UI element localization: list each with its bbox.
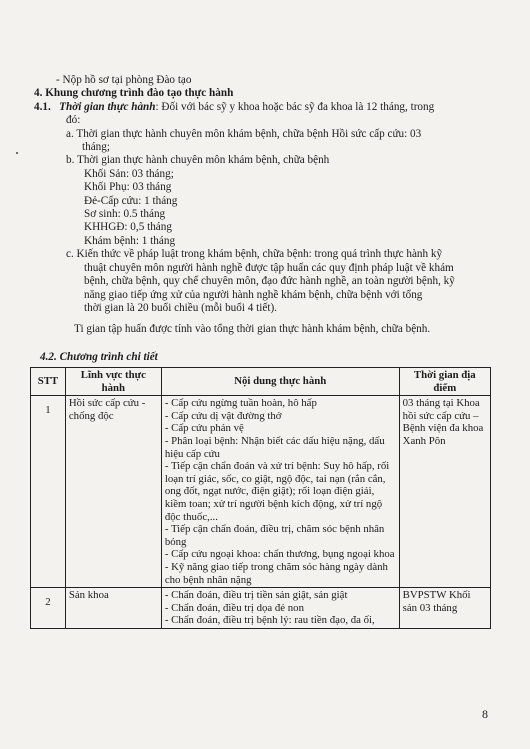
item-a-cont: tháng; (82, 141, 110, 154)
row-2-content-item: - Chẩn đoán, điều trị dọa đẻ non (164, 601, 304, 614)
section-4-1-text: : Đối với bác sỹ y khoa hoặc bác sỹ đa khoa là 12 tháng, trong (155, 100, 435, 113)
item-b-sub-2: Khối Phụ: 03 tháng (84, 181, 172, 194)
row-2-time: BVPSTW Khối sản 03 tháng (399, 588, 490, 629)
section-4-2-title: 4.2. Chương trình chi tiết (40, 350, 158, 363)
scan-speck (16, 152, 18, 154)
item-b: b. Thời gian thực hành chuyên môn khám bệnh, chữa bệnh (66, 154, 330, 167)
section-4-1-line (34, 101, 494, 114)
section-4-1-label: Thời gian thực hành (59, 100, 156, 113)
page-content (34, 74, 494, 364)
intro-bullet: - Nộp hồ sơ tại phòng Đào tạo (56, 74, 192, 86)
item-c-line-2: thuật chuyên môn người hành nghề được tập huấn các quy định pháp luật về khám (84, 261, 454, 274)
section-4-1-text-cont: đó: (66, 114, 81, 127)
row-2-stt: 2 (31, 588, 66, 629)
table-header-row (31, 368, 491, 396)
item-c-line-3: bệnh, chữa bệnh, quy chế chuyên môn, đạo đức hành nghề, an toàn người bệnh, kỹ (84, 275, 455, 288)
row-1-content-item: - Tiếp cận chẩn đoán, điều trị, chăm sóc bệnh nhân bỏng (164, 523, 385, 548)
page-number: 8 (482, 707, 488, 721)
training-note: Ti gian tập huấn được tính vào tổng thời gian thực hành khám bệnh, chữa bệnh. (74, 323, 431, 336)
row-1-time: 03 tháng tại Khoa hồi sức cấp cứu – Bệnh viện đa khoa Xanh Pôn (399, 396, 490, 588)
item-b-sub-6: Khám bệnh: 1 tháng (84, 234, 176, 247)
item-b-sub-4: Sơ sinh: 0.5 tháng (84, 208, 166, 221)
item-c-line-4: năng giao tiếp ứng xử của người hành nghề khám bệnh, chữa bệnh với tổng (84, 288, 423, 301)
training-program-table (30, 367, 491, 629)
row-1-stt: 1 (31, 396, 66, 588)
row-1-content-item: - Tiếp cận chẩn đoán và xử trí bệnh: Suy hô hấp, rối loạn trí giác, sốc, co giật, ngộ độc, tai nạn (rắn cắn, ong đốt, ngạt nước, điện giật); rối loạn điện giải, kiềm toan; xử trí người bệnh kích động, xử trí ngộ độc thuốc,... (164, 460, 390, 523)
table-row (31, 588, 491, 629)
section-4-title: 4. Khung chương trình đào tạo thực hành (34, 87, 234, 100)
header-stt: STT (31, 368, 66, 396)
row-1-content-item: - Cấp cứu dị vật đường thở (164, 409, 282, 422)
header-field: Lĩnh vực thực hành (65, 368, 161, 396)
item-a: a. Thời gian thực hành chuyên môn khám bệnh, chữa bệnh Hồi sức cấp cứu: 03 (66, 127, 422, 140)
row-2-content-item: - Chẩn đoán, điều trị bệnh lý: rau tiền đạo, đa ối, (164, 614, 375, 627)
row-1-content-item: - Cấp cứu ngoại khoa: chấn thương, bụng ngoại khoa (164, 548, 395, 561)
header-time: Thời gian địa điểm (399, 368, 490, 396)
item-b-sub-5: KHHGĐ: 0,5 tháng (84, 221, 172, 234)
header-content: Nội dung thực hành (161, 368, 399, 396)
row-1-content-item: - Kỹ năng giao tiếp trong chăm sóc hàng ngày dành cho bệnh nhân nặng (164, 560, 388, 586)
row-2-content (161, 588, 399, 629)
row-2-content-item: - Chẩn đoán, điều trị tiền sản giật, sản giật (164, 589, 348, 602)
item-c-line-1: c. Kiến thức về pháp luật trong khám bệnh, chữa bệnh: trong quá trình thực hành kỹ (66, 248, 443, 261)
table-row (31, 396, 491, 588)
row-1-content-item: - Cấp cứu phản vệ (164, 422, 244, 435)
item-c-line-5: thời gian là 20 buổi chiều (mỗi buổi 4 tiết). (84, 301, 277, 314)
row-1-content (161, 396, 399, 588)
row-2-field: Sản khoa (65, 588, 161, 629)
row-1-field: Hồi sức cấp cứu - chống độc (65, 396, 161, 588)
item-b-sub-1: Khối Sản: 03 tháng; (84, 167, 174, 180)
row-1-content-item: - Phân loại bệnh: Nhận biết các dấu hiệu nặng, dấu hiệu cấp cứu (164, 434, 385, 460)
row-1-content-item: - Cấp cứu ngừng tuần hoàn, hô hấp (164, 397, 317, 410)
item-b-sub-3: Đẻ-Cấp cứu: 1 tháng (84, 194, 178, 207)
section-4-1-number: 4.1. (34, 100, 51, 113)
